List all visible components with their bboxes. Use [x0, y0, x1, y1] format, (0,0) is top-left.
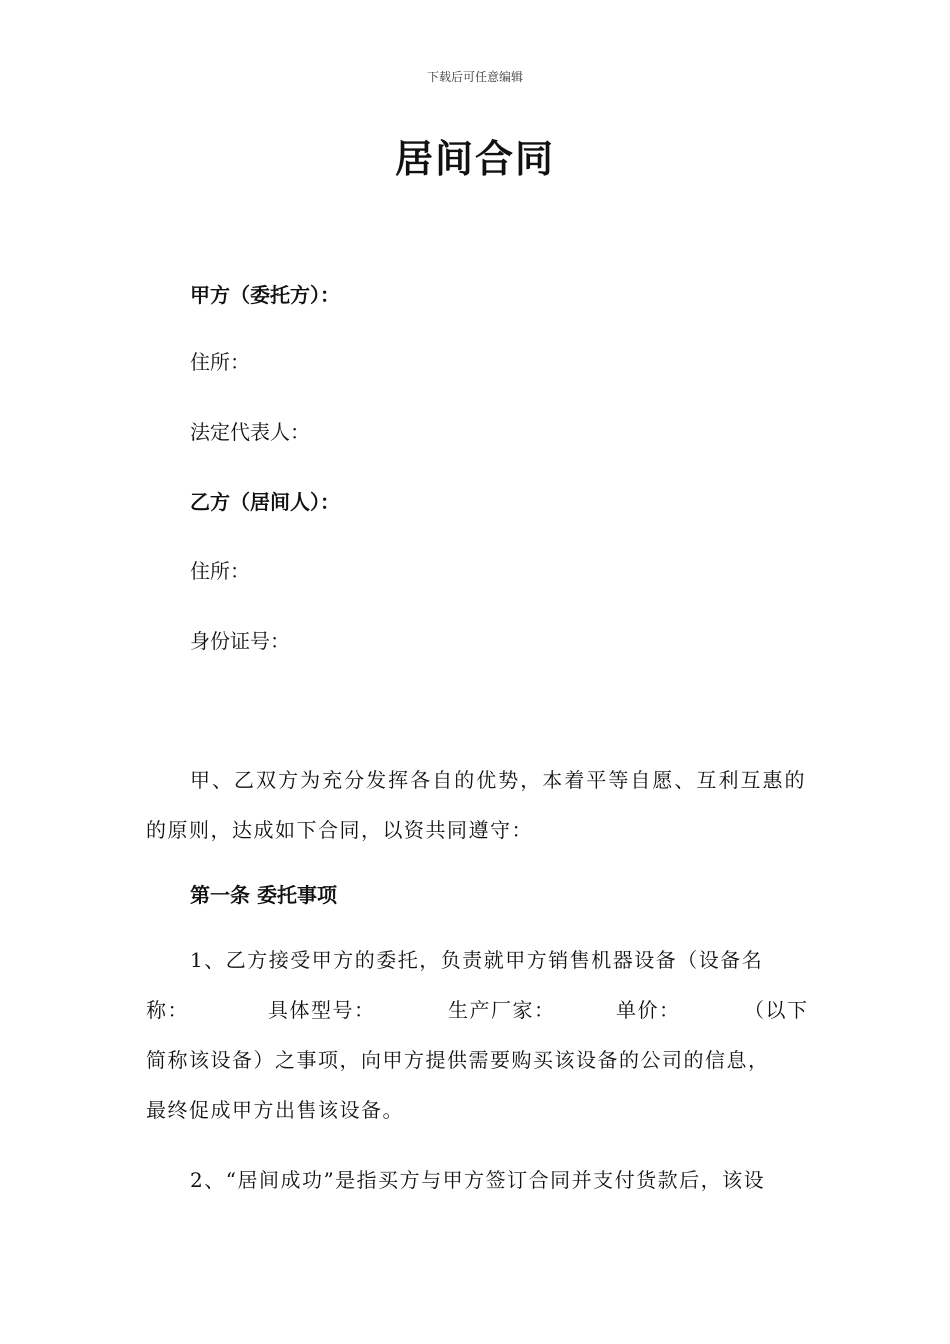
- party-a-representative-label: 法定代表人：: [190, 420, 310, 444]
- intro-paragraph: 甲、乙双方为充分发挥各自的优势，本着平等自愿、互利互惠的的原则，达成如下合同，以资共同遵守：: [146, 768, 806, 842]
- item-2-line-1: 2、“居间成功”是指买方与甲方签订合同并支付货款后，该设: [190, 1168, 766, 1192]
- document-title: 居间合同: [394, 136, 555, 181]
- item-1-line-1: 1、乙方接受甲方的委托，负责就甲方销售机器设备（设备名: [190, 948, 764, 972]
- item-1-line-2: [146, 985, 809, 1035]
- model-label: 具体型号：: [268, 998, 376, 1022]
- party-b-address-label: 住所：: [190, 559, 250, 583]
- manufacturer-label: 生产厂家：: [448, 998, 556, 1022]
- article-1-item-2: [146, 1155, 806, 1205]
- item-1-line-4: 最终促成甲方出售该设备。: [146, 1098, 404, 1122]
- party-a-address-label: 住所：: [190, 350, 250, 374]
- article-1-heading: 第一条 委托事项: [190, 883, 337, 907]
- party-b-heading: 乙方（居间人）：: [190, 490, 340, 514]
- party-a-heading: 甲方（委托方）：: [190, 283, 340, 307]
- party-b-id-label: 身份证号：: [190, 629, 290, 653]
- unit-price-label: 单价：: [616, 998, 681, 1022]
- abbreviation-note: （以下: [744, 998, 809, 1022]
- header-note: 下载后可任意编辑: [426, 70, 523, 84]
- article-1-item-1: [146, 935, 809, 1135]
- item-1-line-3: 简称该设备）之事项，向甲方提供需要购买该设备的公司的信息，: [146, 1048, 770, 1072]
- device-name-label: 称：: [146, 998, 189, 1022]
